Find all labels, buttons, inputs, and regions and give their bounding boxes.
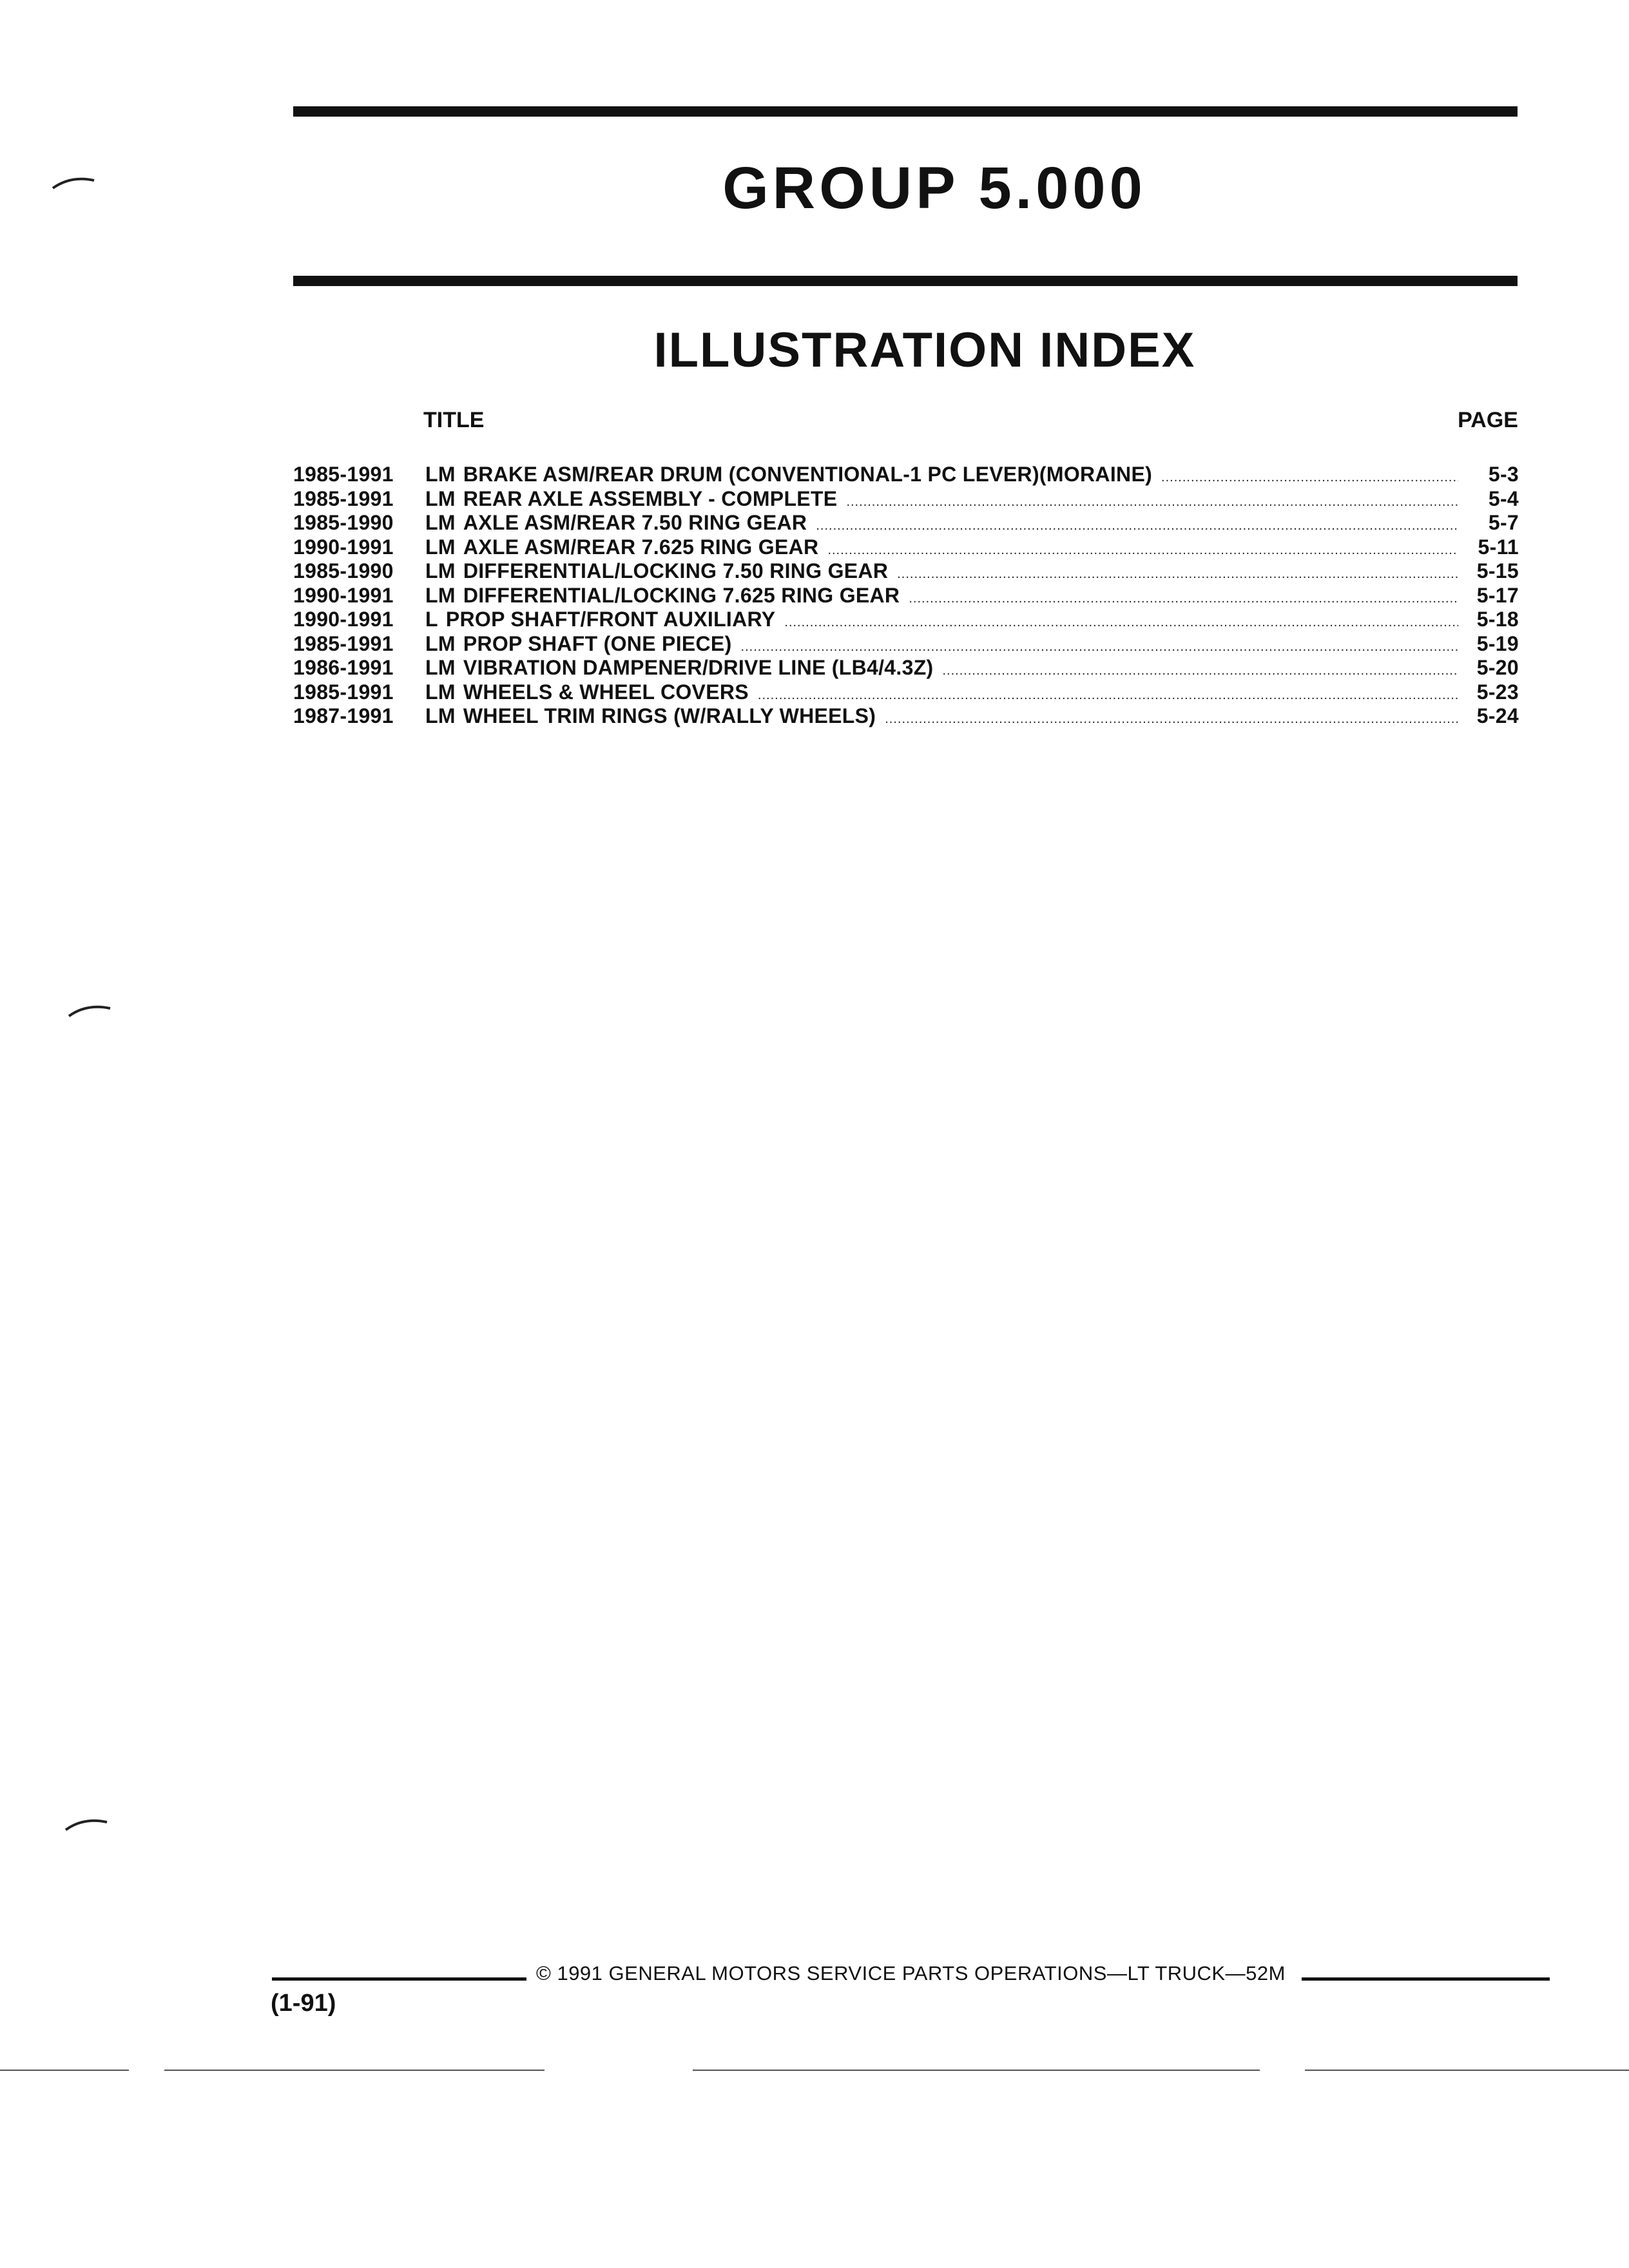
scan-edge-line: [693, 2070, 1260, 2071]
dot-leader: [784, 615, 1458, 630]
index-entry[interactable]: [293, 463, 1519, 487]
index-entry[interactable]: [293, 656, 1519, 680]
entry-page: 5-3: [1488, 463, 1519, 486]
entry-years: 1990-1991: [293, 608, 394, 631]
entry-years: 1985-1990: [293, 511, 394, 534]
entry-page: 5-19: [1476, 631, 1519, 655]
entry-years: 1985-1991: [293, 463, 394, 486]
dot-leader: [943, 664, 1459, 678]
index-entry[interactable]: [293, 487, 1519, 512]
title-rule: [293, 276, 1518, 286]
punch-hole-mark: [52, 174, 97, 193]
index-entry[interactable]: [293, 608, 1519, 632]
entry-description: BRAKE ASM/REAR DRUM (CONVENTIONAL-1 PC LEVER)(MORAINE): [463, 463, 1153, 486]
column-header-page: PAGE: [1458, 408, 1518, 432]
dot-leader: [827, 543, 1458, 558]
revision-code: (1-91): [271, 1990, 336, 2017]
entry-model: L: [425, 608, 438, 631]
entry-page: 5-11: [1478, 535, 1519, 559]
entry-page: 5-20: [1476, 656, 1519, 679]
entry-model: LM: [425, 463, 456, 486]
punch-hole-mark: [68, 1002, 113, 1021]
scan-edge-line: [164, 2070, 545, 2071]
dot-leader: [816, 519, 1458, 533]
group-title: GROUP 5.000: [722, 155, 1146, 221]
dot-leader: [741, 640, 1458, 655]
entry-model: LM: [425, 511, 456, 534]
index-title: ILLUSTRATION INDEX: [653, 323, 1196, 378]
index-entry[interactable]: [293, 680, 1519, 705]
punch-hole-mark: [64, 1816, 110, 1835]
entry-model: LM: [425, 583, 456, 607]
scan-edge-line: [1305, 2070, 1629, 2071]
entry-years: 1985-1991: [293, 680, 394, 704]
entry-description: AXLE ASM/REAR 7.50 RING GEAR: [463, 511, 807, 534]
entry-years: 1990-1991: [293, 583, 394, 607]
index-entry[interactable]: [293, 511, 1519, 535]
entry-page: 5-15: [1476, 559, 1519, 582]
dot-leader: [885, 712, 1458, 727]
entry-years: 1990-1991: [293, 535, 394, 559]
entry-years: 1987-1991: [293, 704, 394, 727]
entry-description: VIBRATION DAMPENER/DRIVE LINE (LB4/4.3Z): [463, 656, 934, 679]
index-entry[interactable]: [293, 704, 1519, 729]
entry-page: 5-18: [1476, 608, 1519, 631]
entry-years: 1985-1990: [293, 559, 394, 582]
dot-leader: [909, 591, 1458, 606]
entry-page: 5-24: [1476, 704, 1519, 727]
dot-leader: [846, 495, 1458, 510]
dot-leader: [1161, 470, 1458, 485]
entry-description: PROP SHAFT/FRONT AUXILIARY: [445, 608, 776, 631]
entry-page: 5-7: [1488, 511, 1519, 534]
entry-years: 1985-1991: [293, 486, 394, 510]
entry-description: AXLE ASM/REAR 7.625 RING GEAR: [463, 535, 819, 559]
index-entry[interactable]: [293, 584, 1519, 608]
entry-description: DIFFERENTIAL/LOCKING 7.625 RING GEAR: [463, 583, 900, 607]
entry-model: LM: [425, 656, 456, 679]
entry-description: REAR AXLE ASSEMBLY - COMPLETE: [463, 486, 838, 510]
footer-rule-right: [1302, 1977, 1550, 1981]
top-rule: [293, 106, 1518, 117]
entry-model: LM: [425, 486, 456, 510]
index-entry[interactable]: [293, 632, 1519, 657]
index-entry[interactable]: [293, 535, 1519, 560]
entry-description: WHEELS & WHEEL COVERS: [463, 680, 749, 704]
footer-rule-left: [272, 1977, 526, 1981]
index-entry[interactable]: [293, 559, 1519, 584]
entry-model: LM: [425, 559, 456, 582]
scan-edge-line: [0, 2070, 129, 2071]
entry-description: PROP SHAFT (ONE PIECE): [463, 631, 732, 655]
entry-page: 5-4: [1488, 486, 1519, 510]
entry-description: DIFFERENTIAL/LOCKING 7.50 RING GEAR: [463, 559, 889, 582]
dot-leader: [758, 688, 1458, 703]
illustration-index-list: [293, 463, 1519, 729]
column-header-title: TITLE: [423, 408, 485, 432]
dot-leader: [897, 567, 1458, 582]
entry-years: 1985-1991: [293, 631, 394, 655]
entry-description: WHEEL TRIM RINGS (W/RALLY WHEELS): [463, 704, 876, 727]
footer-copyright: © 1991 GENERAL MOTORS SERVICE PARTS OPERATIONS—LT TRUCK—52M: [536, 1962, 1286, 1984]
entry-years: 1986-1991: [293, 656, 394, 679]
entry-model: LM: [425, 680, 456, 704]
entry-model: LM: [425, 631, 456, 655]
entry-page: 5-17: [1476, 583, 1519, 607]
entry-page: 5-23: [1476, 680, 1519, 704]
entry-model: LM: [425, 535, 456, 559]
entry-model: LM: [425, 704, 456, 727]
